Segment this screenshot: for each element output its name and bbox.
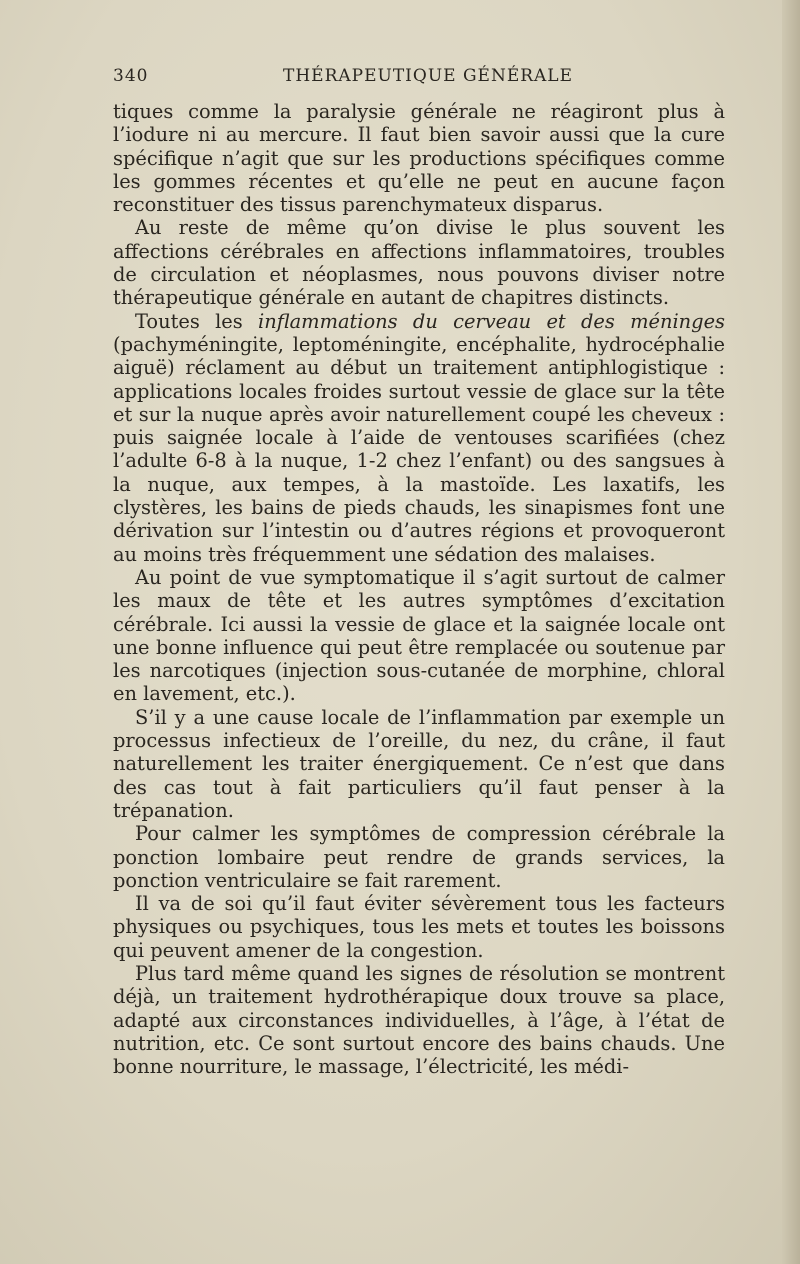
paragraph-3-start: Toutes les bbox=[135, 309, 258, 333]
paragraph-1: tiques comme la paralysie générale ne réagiront plus à l’iodure ni au mercure. Il faut bien savoir aussi que la cure spécifique n’agit que sur les productions spécifiques comme les gommes récentes et qu’elle ne peut en aucune façon reconstituer des tissus parenchymateux disparus. bbox=[113, 100, 725, 217]
page-edge bbox=[782, 0, 800, 1264]
paragraph-5: S’il y a une cause locale de l’inflammation par exemple un processus infectieux de l’oreille, du nez, du crâne, il faut naturellement les traiter énergiquement. Ce n’est que dans des cas tout à fait particuliers qu’il faut penser à la trépanation. bbox=[113, 705, 725, 822]
running-title: THÉRAPEUTIQUE GÉNÉRALE bbox=[283, 66, 574, 86]
page-number: 340 bbox=[113, 66, 149, 86]
paragraph-3-italic-term: inflammations du cerveau et des méninges bbox=[258, 309, 725, 333]
paragraph-3-rest: (pachyméningite, leptoméningite, encéphalite, hydrocéphalie aiguë) réclament au début un traitement antiphlogistique : applications locales froides surtout vessie de glace sur la tête et sur la nuque après avoir naturellement coupé les cheveux : puis saignée locale à l’aide de ventouses scarifiées (chez l’adulte 6-8 à la nuque, 1-2 chez l’enfant) ou des sangsues à la nuque, aux tempes, à la mastoïde. Les laxatifs, les clystères, les bains de pieds chauds, les sinapismes font une dérivation sur l’intestin ou d’autres régions et provoqueront au moins très fréquemment une sédation des malaises. bbox=[113, 332, 725, 566]
page-header bbox=[113, 66, 725, 90]
paragraph-7: Il va de soi qu’il faut éviter sévèrement tous les facteurs physiques ou psychiques, tous les mets et toutes les boissons qui peuvent amener de la congestion. bbox=[113, 892, 725, 962]
paragraph-4: Au point de vue symptomatique il s’agit surtout de calmer les maux de tête et les autres symptômes d’excitation cérébrale. Ici aussi la vessie de glace et la saignée locale ont une bonne influence qui peut être remplacée ou soutenue par les narcotiques (injection sous-cutanée de morphine, chloral en lavement, etc.). bbox=[113, 565, 725, 706]
body-text bbox=[113, 100, 725, 1078]
paragraph-8: Plus tard même quand les signes de résolution se montrent déjà, un traitement hydrothérapique doux trouve sa place, adapté aux circonstances individuelles, à l’âge, à l’état de nutrition, etc. Ce sont surtout encore des bains chauds. Une bonne nourriture, le massage, l’électricité, les médi- bbox=[113, 961, 725, 1079]
paragraph-6: Pour calmer les symptômes de compression cérébrale la ponction lombaire peut rendre de grands services, la ponction ventriculaire se fait rarement. bbox=[113, 822, 725, 892]
paragraph-3 bbox=[113, 310, 725, 566]
paragraph-2: Au reste de même qu’on divise le plus souvent les affections cérébrales en affections inflammatoires, troubles de circulation et néoplasmes, nous pouvons diviser notre thérapeutique générale en autant de chapitres distincts. bbox=[113, 216, 725, 310]
